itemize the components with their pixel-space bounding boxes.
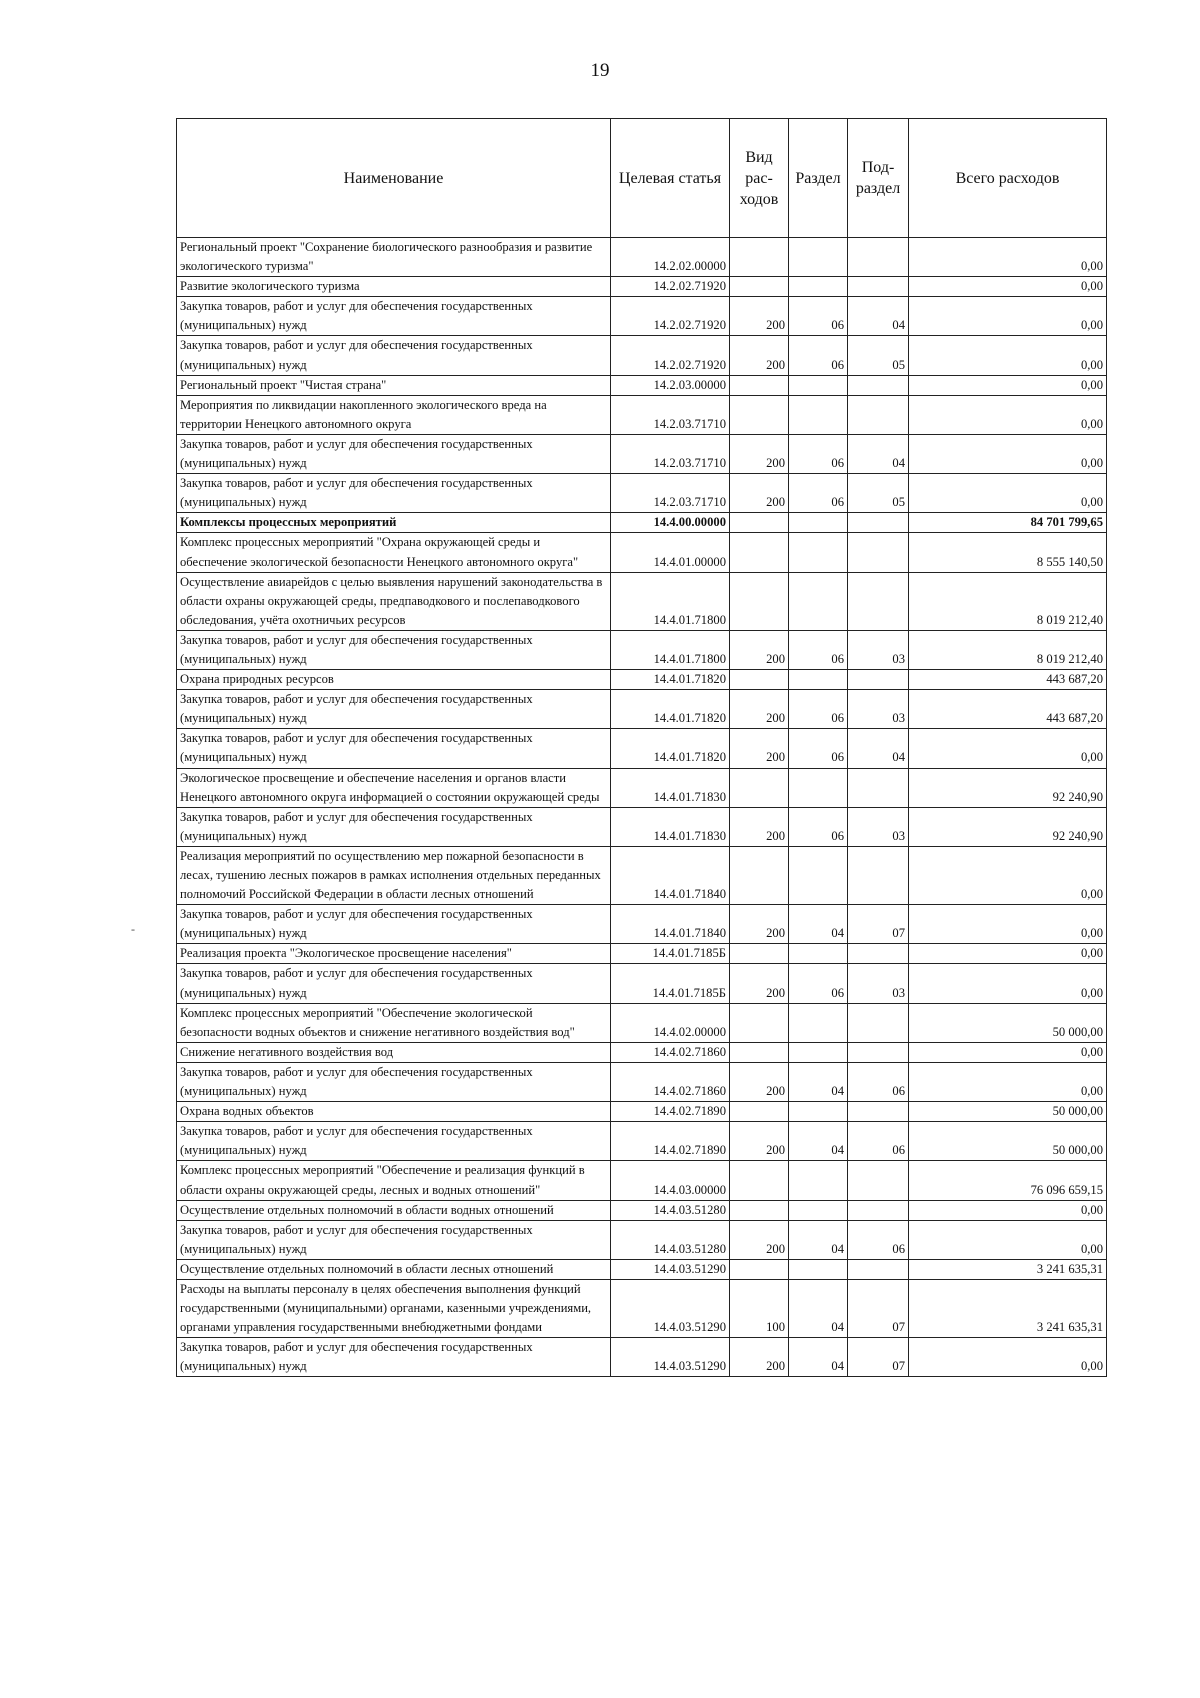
row-name-cell: Комплексы процессных мероприятий	[177, 513, 611, 533]
table-row	[177, 1161, 1107, 1200]
row-subsection-cell	[848, 572, 909, 630]
row-subsection-cell: 03	[848, 807, 909, 846]
table-row	[177, 572, 1107, 630]
row-name-cell: Региональный проект "Сохранение биологического разнообразия и развитие экологического туризма"	[177, 238, 611, 277]
row-section-cell: 04	[789, 1122, 848, 1161]
row-name-cell: Закупка товаров, работ и услуг для обеспечения государственных (муниципальных) нужд	[177, 297, 611, 336]
row-subsection-cell: 03	[848, 630, 909, 669]
table-row	[177, 1122, 1107, 1161]
row-name-cell: Реализация мероприятий по осуществлению мер пожарной безопасности в лесах, тушению лесных пожаров в рамках исполнения отдельных переданных полномочий Российской Федерации в области лесных отношений	[177, 846, 611, 904]
row-section-cell	[789, 513, 848, 533]
budget-table	[176, 118, 1107, 1377]
row-subsection-cell: 07	[848, 1279, 909, 1337]
row-section-cell	[789, 1102, 848, 1122]
row-code-cell: 14.4.03.51290	[611, 1338, 730, 1377]
row-name-cell: Комплекс процессных мероприятий "Охрана окружающей среды и обеспечение экологической безопасности Ненецкого автономного округа"	[177, 533, 611, 572]
row-kind-cell	[730, 768, 789, 807]
row-section-cell: 04	[789, 1338, 848, 1377]
row-name-cell: Региональный проект "Чистая страна"	[177, 375, 611, 395]
row-section-cell	[789, 277, 848, 297]
table-row	[177, 533, 1107, 572]
row-name-cell: Осуществление авиарейдов с целью выявления нарушений законодательства в области охраны окружающей среды, предпаводкового и послепаводкового обследования, учёта охотничьих ресурсов	[177, 572, 611, 630]
row-total-cell: 0,00	[909, 474, 1107, 513]
row-subsection-cell	[848, 238, 909, 277]
page-number: 19	[590, 60, 610, 81]
row-section-cell	[789, 533, 848, 572]
row-section-cell	[789, 572, 848, 630]
row-section-cell	[789, 768, 848, 807]
table-row	[177, 807, 1107, 846]
row-name-cell: Мероприятия по ликвидации накопленного экологического вреда на территории Ненецкого автономного округа	[177, 395, 611, 434]
row-section-cell: 04	[789, 1220, 848, 1259]
row-total-cell: 0,00	[909, 1220, 1107, 1259]
row-code-cell: 14.4.01.71840	[611, 846, 730, 904]
row-subsection-cell	[848, 1102, 909, 1122]
row-total-cell: 3 241 635,31	[909, 1259, 1107, 1279]
table-row	[177, 1062, 1107, 1101]
table-row	[177, 474, 1107, 513]
row-name-cell: Расходы на выплаты персоналу в целях обеспечения выполнения функций государственными (муниципальными) органами, казенными учреждениями, органами управления государственными внебюджетными фондами	[177, 1279, 611, 1337]
row-kind-cell	[730, 572, 789, 630]
table-row	[177, 846, 1107, 904]
row-name-cell: Закупка товаров, работ и услуг для обеспечения государственных (муниципальных) нужд	[177, 690, 611, 729]
row-section-cell	[789, 1042, 848, 1062]
row-section-cell: 06	[789, 434, 848, 473]
row-total-cell: 0,00	[909, 1062, 1107, 1101]
row-kind-cell	[730, 395, 789, 434]
row-kind-cell	[730, 277, 789, 297]
row-kind-cell	[730, 1259, 789, 1279]
row-kind-cell: 200	[730, 1122, 789, 1161]
table-row	[177, 964, 1107, 1003]
row-code-cell: 14.4.03.51280	[611, 1220, 730, 1259]
table-row	[177, 1279, 1107, 1337]
row-code-cell: 14.4.01.71820	[611, 729, 730, 768]
row-code-cell: 14.4.01.71800	[611, 630, 730, 669]
row-total-cell: 0,00	[909, 964, 1107, 1003]
table-row	[177, 1259, 1107, 1279]
row-kind-cell	[730, 1003, 789, 1042]
row-total-cell: 0,00	[909, 944, 1107, 964]
row-section-cell	[789, 1161, 848, 1200]
row-name-cell: Экологическое просвещение и обеспечение населения и органов власти Ненецкого автономного округа информацией о состоянии окружающей среды	[177, 768, 611, 807]
row-subsection-cell	[848, 1042, 909, 1062]
row-section-cell	[789, 238, 848, 277]
row-section-cell: 06	[789, 964, 848, 1003]
row-total-cell: 0,00	[909, 297, 1107, 336]
row-name-cell: Закупка товаров, работ и услуг для обеспечения государственных (муниципальных) нужд	[177, 474, 611, 513]
header-section: Раздел	[789, 119, 848, 238]
header-kind: Вид рас-ходов	[730, 119, 789, 238]
header-total: Всего расходов	[909, 119, 1107, 238]
row-section-cell: 04	[789, 1062, 848, 1101]
table-row	[177, 690, 1107, 729]
row-name-cell: Комплекс процессных мероприятий "Обеспечение и реализация функций в области охраны окружающей среды, лесных и водных отношений"	[177, 1161, 611, 1200]
row-name-cell: Закупка товаров, работ и услуг для обеспечения государственных (муниципальных) нужд	[177, 1062, 611, 1101]
row-subsection-cell: 04	[848, 729, 909, 768]
row-total-cell: 0,00	[909, 729, 1107, 768]
row-section-cell: 06	[789, 807, 848, 846]
row-section-cell	[789, 944, 848, 964]
row-total-cell: 50 000,00	[909, 1003, 1107, 1042]
stray-mark: -	[131, 922, 135, 936]
row-subsection-cell	[848, 395, 909, 434]
row-subsection-cell: 07	[848, 1338, 909, 1377]
row-kind-cell: 200	[730, 297, 789, 336]
row-kind-cell: 200	[730, 807, 789, 846]
row-code-cell: 14.4.00.00000	[611, 513, 730, 533]
row-code-cell: 14.4.02.71890	[611, 1122, 730, 1161]
row-total-cell: 0,00	[909, 434, 1107, 473]
row-kind-cell: 200	[730, 1220, 789, 1259]
row-subsection-cell	[848, 1259, 909, 1279]
row-total-cell: 0,00	[909, 277, 1107, 297]
row-code-cell: 14.2.03.71710	[611, 434, 730, 473]
row-kind-cell	[730, 533, 789, 572]
row-name-cell: Закупка товаров, работ и услуг для обеспечения государственных (муниципальных) нужд	[177, 434, 611, 473]
table-row	[177, 238, 1107, 277]
table-row	[177, 944, 1107, 964]
row-total-cell: 0,00	[909, 846, 1107, 904]
row-name-cell: Закупка товаров, работ и услуг для обеспечения государственных (муниципальных) нужд	[177, 964, 611, 1003]
row-subsection-cell	[848, 1161, 909, 1200]
row-code-cell: 14.2.02.71920	[611, 336, 730, 375]
table-row	[177, 729, 1107, 768]
row-subsection-cell	[848, 277, 909, 297]
row-kind-cell: 200	[730, 434, 789, 473]
row-subsection-cell	[848, 375, 909, 395]
row-total-cell: 0,00	[909, 1200, 1107, 1220]
row-name-cell: Развитие экологического туризма	[177, 277, 611, 297]
row-subsection-cell	[848, 1003, 909, 1042]
table-row	[177, 670, 1107, 690]
row-total-cell: 3 241 635,31	[909, 1279, 1107, 1337]
row-section-cell: 06	[789, 297, 848, 336]
row-code-cell: 14.2.02.71920	[611, 297, 730, 336]
row-total-cell: 0,00	[909, 336, 1107, 375]
row-total-cell: 8 019 212,40	[909, 572, 1107, 630]
row-subsection-cell: 05	[848, 336, 909, 375]
row-subsection-cell	[848, 846, 909, 904]
row-subsection-cell	[848, 768, 909, 807]
row-kind-cell: 200	[730, 474, 789, 513]
row-name-cell: Закупка товаров, работ и услуг для обеспечения государственных (муниципальных) нужд	[177, 1122, 611, 1161]
row-section-cell	[789, 670, 848, 690]
table-row	[177, 905, 1107, 944]
header-subsection: Под-раздел	[848, 119, 909, 238]
row-code-cell: 14.4.01.71830	[611, 768, 730, 807]
row-total-cell: 50 000,00	[909, 1102, 1107, 1122]
row-name-cell: Закупка товаров, работ и услуг для обеспечения государственных (муниципальных) нужд	[177, 905, 611, 944]
row-code-cell: 14.4.01.7185Б	[611, 944, 730, 964]
row-total-cell: 0,00	[909, 905, 1107, 944]
row-name-cell: Снижение негативного воздействия вод	[177, 1042, 611, 1062]
table-row	[177, 1003, 1107, 1042]
row-code-cell: 14.4.02.00000	[611, 1003, 730, 1042]
row-name-cell: Закупка товаров, работ и услуг для обеспечения государственных (муниципальных) нужд	[177, 807, 611, 846]
row-section-cell	[789, 846, 848, 904]
row-kind-cell	[730, 513, 789, 533]
row-kind-cell	[730, 1200, 789, 1220]
header-row	[177, 119, 1107, 238]
row-code-cell: 14.4.02.71860	[611, 1062, 730, 1101]
row-section-cell: 06	[789, 690, 848, 729]
row-name-cell: Реализация проекта "Экологическое просвещение населения"	[177, 944, 611, 964]
row-total-cell: 8 019 212,40	[909, 630, 1107, 669]
row-subsection-cell	[848, 1200, 909, 1220]
row-subsection-cell: 06	[848, 1122, 909, 1161]
row-subsection-cell: 06	[848, 1062, 909, 1101]
row-total-cell: 0,00	[909, 1338, 1107, 1377]
row-code-cell: 14.4.03.51290	[611, 1279, 730, 1337]
row-total-cell: 0,00	[909, 238, 1107, 277]
row-code-cell: 14.4.02.71860	[611, 1042, 730, 1062]
row-kind-cell	[730, 1042, 789, 1062]
table-row	[177, 277, 1107, 297]
row-code-cell: 14.4.02.71890	[611, 1102, 730, 1122]
table-row	[177, 630, 1107, 669]
row-code-cell: 14.2.03.71710	[611, 474, 730, 513]
row-total-cell: 0,00	[909, 1042, 1107, 1062]
row-section-cell: 04	[789, 905, 848, 944]
row-name-cell: Охрана природных ресурсов	[177, 670, 611, 690]
table-row	[177, 434, 1107, 473]
row-kind-cell	[730, 846, 789, 904]
table-row	[177, 1042, 1107, 1062]
row-kind-cell: 200	[730, 905, 789, 944]
row-code-cell: 14.4.01.71800	[611, 572, 730, 630]
row-section-cell	[789, 395, 848, 434]
row-code-cell: 14.4.03.51290	[611, 1259, 730, 1279]
row-code-cell: 14.2.02.00000	[611, 238, 730, 277]
row-subsection-cell	[848, 944, 909, 964]
row-name-cell: Закупка товаров, работ и услуг для обеспечения государственных (муниципальных) нужд	[177, 1338, 611, 1377]
table-row	[177, 336, 1107, 375]
row-section-cell: 06	[789, 630, 848, 669]
row-total-cell: 92 240,90	[909, 807, 1107, 846]
row-subsection-cell: 04	[848, 297, 909, 336]
row-total-cell: 92 240,90	[909, 768, 1107, 807]
row-name-cell: Осуществление отдельных полномочий в области водных отношений	[177, 1200, 611, 1220]
row-total-cell: 50 000,00	[909, 1122, 1107, 1161]
row-kind-cell	[730, 670, 789, 690]
row-total-cell: 76 096 659,15	[909, 1161, 1107, 1200]
row-section-cell: 06	[789, 336, 848, 375]
row-code-cell: 14.4.01.71820	[611, 670, 730, 690]
row-section-cell	[789, 1259, 848, 1279]
table-row	[177, 768, 1107, 807]
row-code-cell: 14.2.03.71710	[611, 395, 730, 434]
row-kind-cell: 200	[730, 964, 789, 1003]
row-kind-cell	[730, 238, 789, 277]
table-row	[177, 1220, 1107, 1259]
row-kind-cell: 200	[730, 1062, 789, 1101]
header-target: Целевая статья	[611, 119, 730, 238]
table-row	[177, 395, 1107, 434]
row-total-cell: 8 555 140,50	[909, 533, 1107, 572]
row-section-cell: 04	[789, 1279, 848, 1337]
row-kind-cell: 200	[730, 729, 789, 768]
row-subsection-cell	[848, 513, 909, 533]
row-section-cell: 06	[789, 729, 848, 768]
row-code-cell: 14.2.02.71920	[611, 277, 730, 297]
row-subsection-cell: 04	[848, 434, 909, 473]
row-kind-cell: 200	[730, 336, 789, 375]
row-total-cell: 0,00	[909, 395, 1107, 434]
row-code-cell: 14.4.03.51280	[611, 1200, 730, 1220]
row-kind-cell	[730, 375, 789, 395]
row-section-cell	[789, 1200, 848, 1220]
row-section-cell: 06	[789, 474, 848, 513]
row-subsection-cell: 03	[848, 690, 909, 729]
table-row	[177, 1102, 1107, 1122]
table-row	[177, 1200, 1107, 1220]
row-kind-cell	[730, 1102, 789, 1122]
row-kind-cell: 100	[730, 1279, 789, 1337]
row-subsection-cell: 06	[848, 1220, 909, 1259]
row-total-cell: 443 687,20	[909, 670, 1107, 690]
row-code-cell: 14.4.01.71840	[611, 905, 730, 944]
row-subsection-cell	[848, 670, 909, 690]
row-kind-cell	[730, 944, 789, 964]
row-subsection-cell: 05	[848, 474, 909, 513]
row-subsection-cell	[848, 533, 909, 572]
row-total-cell: 84 701 799,65	[909, 513, 1107, 533]
row-kind-cell	[730, 1161, 789, 1200]
row-name-cell: Закупка товаров, работ и услуг для обеспечения государственных (муниципальных) нужд	[177, 336, 611, 375]
row-code-cell: 14.4.01.71820	[611, 690, 730, 729]
table-row	[177, 1338, 1107, 1377]
row-name-cell: Закупка товаров, работ и услуг для обеспечения государственных (муниципальных) нужд	[177, 1220, 611, 1259]
row-kind-cell: 200	[730, 630, 789, 669]
table-row	[177, 513, 1107, 533]
row-code-cell: 14.4.01.00000	[611, 533, 730, 572]
row-section-cell	[789, 375, 848, 395]
row-subsection-cell: 07	[848, 905, 909, 944]
row-name-cell: Закупка товаров, работ и услуг для обеспечения государственных (муниципальных) нужд	[177, 630, 611, 669]
row-name-cell: Закупка товаров, работ и услуг для обеспечения государственных (муниципальных) нужд	[177, 729, 611, 768]
header-name: Наименование	[177, 119, 611, 238]
row-kind-cell: 200	[730, 1338, 789, 1377]
row-total-cell: 0,00	[909, 375, 1107, 395]
row-name-cell: Осуществление отдельных полномочий в области лесных отношений	[177, 1259, 611, 1279]
row-name-cell: Охрана водных объектов	[177, 1102, 611, 1122]
table-row	[177, 375, 1107, 395]
row-name-cell: Комплекс процессных мероприятий "Обеспечение экологической безопасности водных объектов и снижение негативного воздействия вод"	[177, 1003, 611, 1042]
row-subsection-cell: 03	[848, 964, 909, 1003]
row-code-cell: 14.4.03.00000	[611, 1161, 730, 1200]
row-kind-cell: 200	[730, 690, 789, 729]
table-row	[177, 297, 1107, 336]
row-section-cell	[789, 1003, 848, 1042]
row-code-cell: 14.2.03.00000	[611, 375, 730, 395]
row-code-cell: 14.4.01.7185Б	[611, 964, 730, 1003]
row-code-cell: 14.4.01.71830	[611, 807, 730, 846]
row-total-cell: 443 687,20	[909, 690, 1107, 729]
